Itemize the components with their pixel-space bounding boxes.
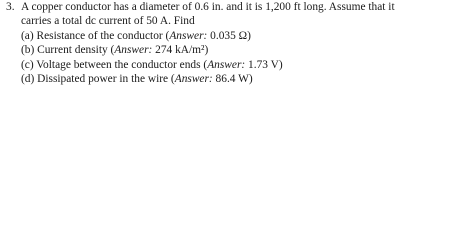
part-b-answer-label: Answer: xyxy=(114,44,153,57)
part-a-answer-value: 0.035 Ω) xyxy=(207,29,251,42)
part-b xyxy=(6,43,444,58)
part-b-answer-value: 274 kA/m²) xyxy=(152,44,209,57)
part-c-answer-label: Answer: xyxy=(207,58,246,71)
problem-3 xyxy=(6,1,444,87)
problem-number: 3. xyxy=(6,1,15,13)
part-b-label: (b) Current density ( xyxy=(21,44,115,57)
problem-text-line-2: carries a total dc current of 50 A. Find xyxy=(21,14,195,27)
part-d-answer-label: Answer: xyxy=(174,73,213,86)
part-d-answer-value: 86.4 W) xyxy=(212,73,253,86)
problem-text-line-1: A copper conductor has a diameter of 0.6 in. and it is 1,200 ft long. Assume that it xyxy=(21,1,395,13)
part-d-label: (d) Dissipated power in the wire ( xyxy=(21,73,175,86)
problem-statement-line-2 xyxy=(6,15,444,29)
part-a xyxy=(6,29,444,44)
part-c-answer-value: 1.73 V) xyxy=(245,58,283,71)
part-a-label: (a) Resistance of the conductor ( xyxy=(21,29,170,42)
part-c-label: (c) Voltage between the conductor ends ( xyxy=(21,58,208,71)
problem-statement-line-1 xyxy=(6,1,444,15)
part-d xyxy=(6,72,444,87)
part-a-answer-label: Answer: xyxy=(169,29,208,42)
part-c xyxy=(6,58,444,73)
